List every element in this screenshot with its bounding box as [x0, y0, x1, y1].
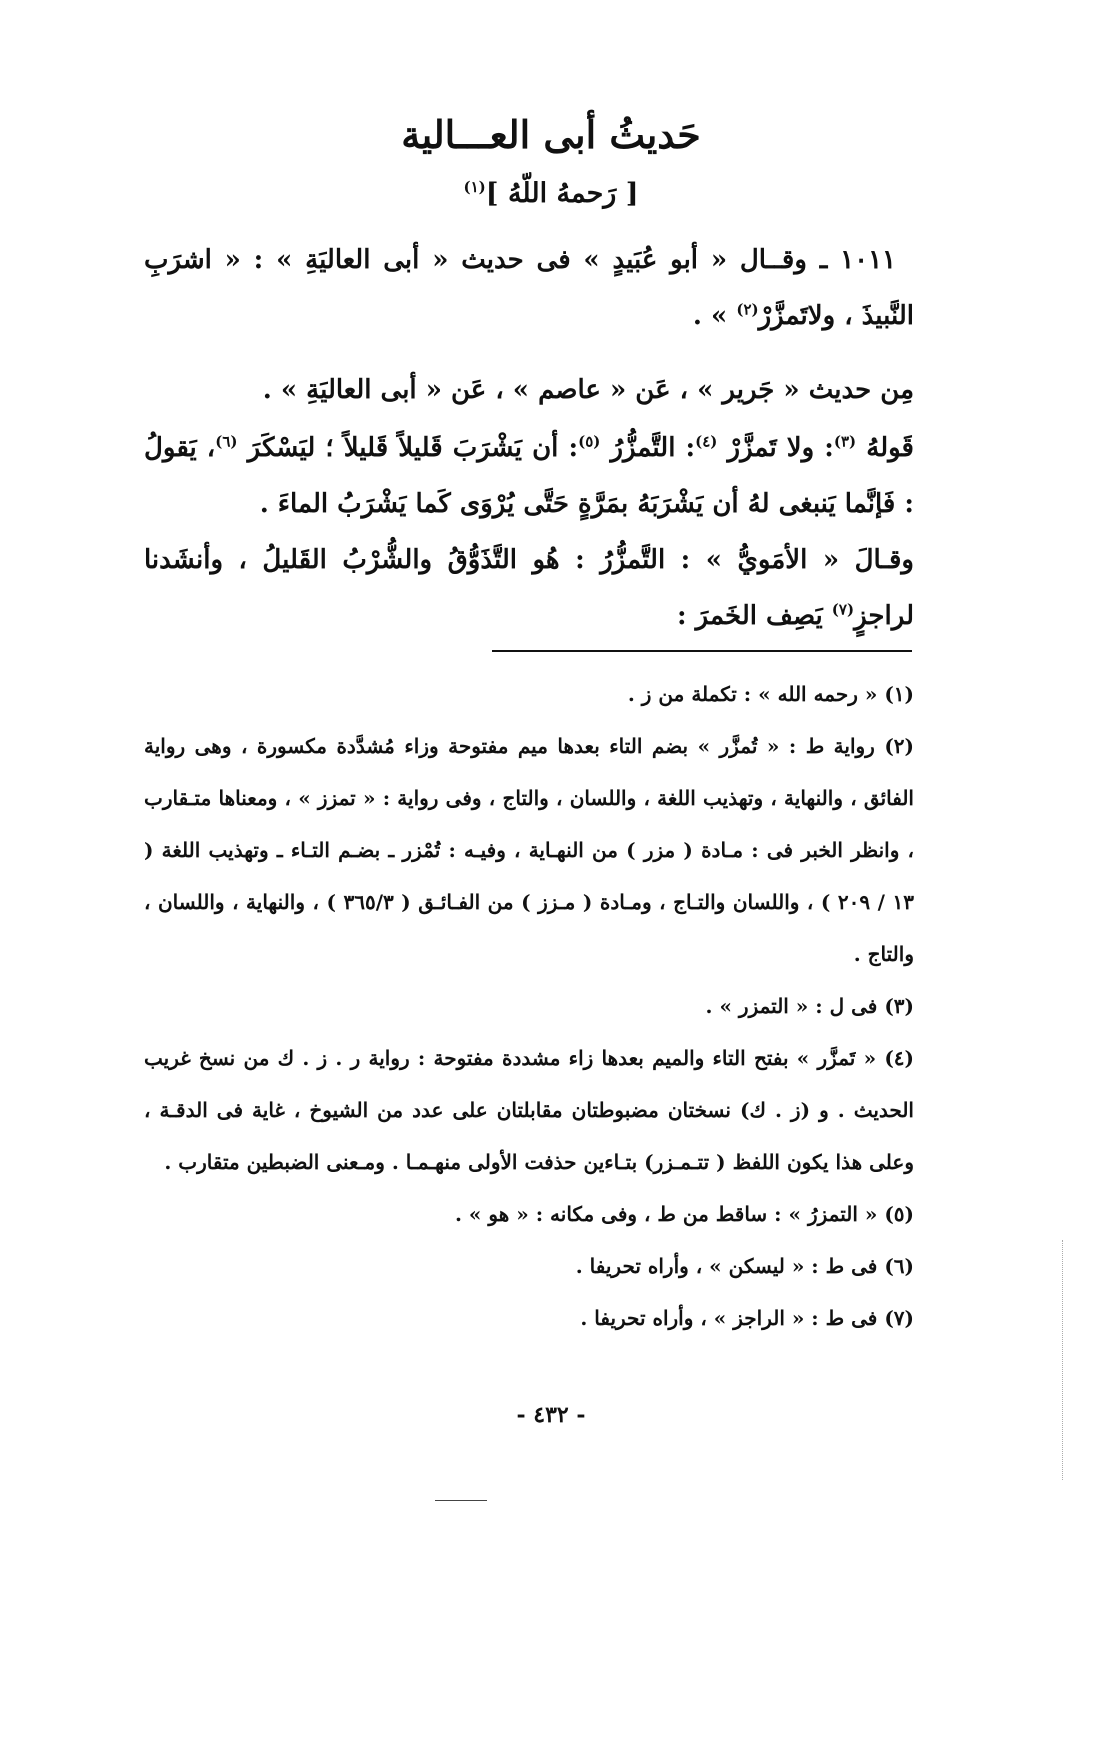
- footnote-text: فى ل : « التمزر » .: [705, 994, 878, 1018]
- footnote-item: [144, 1240, 914, 1292]
- footnote-item: [144, 1292, 914, 1344]
- footnote-ref: (٥): [578, 432, 601, 451]
- scan-edge-mark: [1062, 1240, 1063, 1480]
- footnote-text: فى ط : « الراجز » ، وأراه تحريفا .: [580, 1306, 878, 1330]
- paragraph-text: » .: [692, 301, 737, 331]
- footnote-text: رواية ط : « تُمزَّر » بضم التاء بعدها ميم مفتوحة وزاء مُشدَّدة مكسورة ، وهى رواية الفائق ، والنهاية ، وتهذيب اللغة ، واللسان ، والتاج ، وفى رواية : « تمزز » ، ومعناها متـقارب ، وانظر الخبر فى : مـادة ( مزر ) من النهـاية ، وفيـه : تُمْزر ـ بضـم التـاء ـ وتهذيب اللغة ( ١٣ / ٢٠٩ ) ، واللسان والتـاج ، ومـادة ( مـزز ) من الفـائـق ( ٣٦٥/٣ ) ، والنهاية ، واللسان ، والتاج .: [144, 734, 915, 966]
- footnotes-list: [144, 668, 914, 1344]
- footnote-number: (٣): [884, 994, 914, 1018]
- page-number: - ٤٣٢ -: [516, 1402, 586, 1428]
- paragraph-text: قَولهُ: [866, 433, 914, 463]
- footnote-number: (٧): [884, 1306, 914, 1330]
- paragraph-text: يَصِف الخَمرَ :: [677, 601, 832, 631]
- footnote-item: [144, 980, 914, 1032]
- footnote-text: فى ط : « ليسكن » ، وأراه تحريفا .: [575, 1254, 878, 1278]
- subtitle-text: [ رَحمهُ اللّهُ ]: [485, 178, 639, 209]
- paragraph-text: وقـالَ « الأمَويُّ » : التَّمزُّرُ : هُو التَّذَوُّقُ والشُّرْبُ القَليلُ ، وأنشَدنا لراجزٍ: [144, 545, 914, 631]
- footnote-ref: (١): [463, 178, 486, 196]
- footnote-text: « تَمزَّر » بفتح التاء والميم بعدها زاء مشددة مفتوحة : رواية ر . ز . ك من نسخ غريب الحديث . و (ز . ك) نسختان مضبوطتان مقابلتان على عدد من الشيوخ ، غاية فى الدقـة ، وعلى هذا يكون اللفظ ( تتـمـزر) بتـاءين حذفت الأولى منهـمـا . ومـعنى الضبطين متقارب .: [144, 1046, 914, 1174]
- footnote-ref: (٧): [831, 600, 855, 619]
- footnote-ref: (٢): [736, 300, 759, 319]
- paragraph-text: : أن يَشْرَبَ قَليلاً قَليلاً ؛ ليَسْكَرَ: [247, 433, 579, 463]
- footnote-item: [144, 1032, 914, 1188]
- footnote-text: « التمزرُ » : ساقط من ط ، وفى مكانه : « هو » .: [455, 1202, 878, 1226]
- paragraph-text: ١٠١١ ـ وقــال « أبو عُبَيدٍ » فى حديث « أبى العاليَةِ » : « اشرَبِ النَّبيذَ ، ولاتَمزَّرْ: [144, 245, 914, 331]
- bottom-divider: [435, 1500, 487, 1501]
- footnote-number: (٥): [884, 1202, 914, 1226]
- paragraph-isnad: مِن حديث « جَرير » ، عَن « عاصم » ، عَن « أبى العاليَةِ » .: [262, 375, 914, 405]
- footnote-ref: (٦): [215, 432, 238, 451]
- footnote-number: (١): [884, 682, 914, 706]
- paragraph-hadith-1011: [144, 232, 914, 344]
- footnote-ref: (٣): [833, 432, 857, 451]
- chapter-title: حَديثُ أبى العـــالية: [401, 112, 701, 157]
- footnote-number: (٤): [884, 1046, 914, 1070]
- paragraph-text: : التَّمزُّرُ: [610, 433, 696, 463]
- footnote-separator: [492, 650, 912, 652]
- footnote-text: « رحمه الله » : تكملة من ز .: [627, 682, 878, 706]
- footnote-item: [144, 1188, 914, 1240]
- footnote-ref: (٤): [695, 432, 718, 451]
- footnote-number: (٦): [884, 1254, 914, 1278]
- chapter-subtitle: [0, 178, 1102, 209]
- footnote-item: [144, 668, 914, 720]
- footnote-item: [144, 720, 914, 980]
- paragraph-text: : ولا تَمزَّرْ: [727, 433, 834, 463]
- paragraph-explanation: [144, 420, 914, 644]
- footnote-number: (٢): [884, 734, 914, 758]
- paragraph-text: ، يَقولُ : فَإنَّما يَنبغى لهُ أن يَشْرَبَهُ بمَرَّةٍ حَتَّى يُرْوَى كَما يَشْرَبُ الماءَ .: [144, 433, 914, 519]
